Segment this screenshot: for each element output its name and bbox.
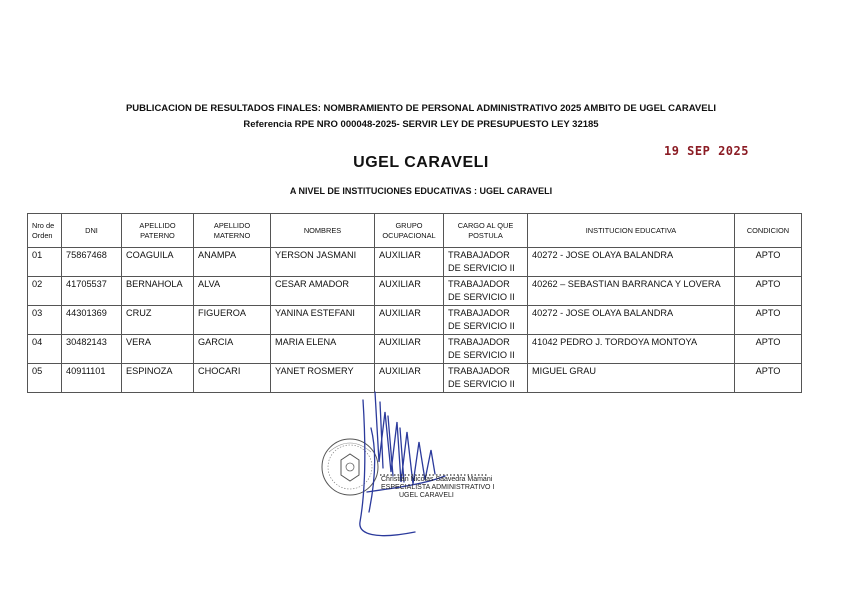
table-row <box>28 306 802 335</box>
cell-dni: 41705537 <box>62 277 122 306</box>
cell-apellido-paterno: VERA <box>122 335 194 364</box>
col-header-cargo: CARGO AL QUE POSTULA <box>444 214 528 248</box>
page-subtitle: A NIVEL DE INSTITUCIONES EDUCATIVAS : UGEL CARAVELI <box>289 186 553 196</box>
col-header-dni: DNI <box>62 214 122 248</box>
header-line-1: PUBLICACION DE RESULTADOS FINALES: NOMBRAMIENTO DE PERSONAL ADMINISTRATIVO 2025 AMBITO DE UGEL CARAVELI <box>125 103 717 114</box>
cell-condicion: APTO <box>735 306 802 335</box>
cell-dni: 44301369 <box>62 306 122 335</box>
cell-nombres: YANET ROSMERY <box>271 364 375 393</box>
cell-grupo: AUXILIAR <box>375 248 444 277</box>
cell-apellido-materno: CHOCARI <box>194 364 271 393</box>
cell-condicion: APTO <box>735 335 802 364</box>
cell-apellido-paterno: COAGUILA <box>122 248 194 277</box>
cell-nombres: CESAR AMADOR <box>271 277 375 306</box>
cell-nombres: YANINA ESTEFANI <box>271 306 375 335</box>
cell-apellido-materno: GARCIA <box>194 335 271 364</box>
cell-apellido-materno: FIGUEROA <box>194 306 271 335</box>
cell-dni: 30482143 <box>62 335 122 364</box>
cell-nombres: MARIA ELENA <box>271 335 375 364</box>
cell-dni: 75867468 <box>62 248 122 277</box>
cell-orden: 04 <box>28 335 62 364</box>
cell-dni: 40911101 <box>62 364 122 393</box>
cell-nombres: YERSON JASMANI <box>271 248 375 277</box>
table-row <box>28 335 802 364</box>
cell-institucion: MIGUEL GRAU <box>528 364 735 393</box>
cell-grupo: AUXILIAR <box>375 364 444 393</box>
handwritten-signature-icon <box>360 392 445 536</box>
signatory-org: UGEL CARAVELI <box>399 492 454 499</box>
header-line-2: Referencia RPE NRO 000048-2025- SERVIR LEY DE PRESUPUESTO LEY 32185 <box>243 119 599 130</box>
signatory-block <box>381 476 494 500</box>
cell-cargo: TRABAJADOR DE SERVICIO II <box>444 277 528 306</box>
cell-grupo: AUXILIAR <box>375 335 444 364</box>
col-header-orden: Nro de Orden <box>28 214 62 248</box>
cell-orden: 05 <box>28 364 62 393</box>
cell-grupo: AUXILIAR <box>375 277 444 306</box>
col-header-apellido-paterno: APELLIDO PATERNO <box>122 214 194 248</box>
cell-cargo: TRABAJADOR DE SERVICIO II <box>444 335 528 364</box>
cell-apellido-materno: ALVA <box>194 277 271 306</box>
cell-apellido-materno: ANAMPA <box>194 248 271 277</box>
table-row <box>28 277 802 306</box>
cell-cargo: TRABAJADOR DE SERVICIO II <box>444 306 528 335</box>
cell-institucion: 41042 PEDRO J. TORDOYA MONTOYA <box>528 335 735 364</box>
table-header-row <box>28 214 802 248</box>
cell-apellido-paterno: BERNAHOLA <box>122 277 194 306</box>
date-stamp: 19 SEP 2025 <box>664 144 749 158</box>
col-header-nombres: NOMBRES <box>271 214 375 248</box>
seal-icon <box>322 439 378 495</box>
results-table <box>27 213 802 393</box>
cell-institucion: 40262 – SEBASTIAN BARRANCA Y LOVERA <box>528 277 735 306</box>
col-header-grupo: GRUPO OCUPACIONAL <box>375 214 444 248</box>
signature-stamp <box>305 372 535 544</box>
cell-grupo: AUXILIAR <box>375 306 444 335</box>
cell-orden: 01 <box>28 248 62 277</box>
col-header-apellido-materno: APELLIDO MATERNO <box>194 214 271 248</box>
col-header-condicion: CONDICION <box>735 214 802 248</box>
cell-institucion: 40272 - JOSE OLAYA BALANDRA <box>528 248 735 277</box>
cell-cargo: TRABAJADOR DE SERVICIO II <box>444 364 528 393</box>
cell-condicion: APTO <box>735 277 802 306</box>
page-title: UGEL CARAVELI <box>353 154 489 171</box>
col-header-institucion: INSTITUCION EDUCATIVA <box>528 214 735 248</box>
cell-condicion: APTO <box>735 364 802 393</box>
cell-orden: 03 <box>28 306 62 335</box>
signatory-name: Christian Nicolas Saavedra Mamani <box>381 476 493 483</box>
cell-condicion: APTO <box>735 248 802 277</box>
cell-apellido-paterno: CRUZ <box>122 306 194 335</box>
cell-cargo: TRABAJADOR DE SERVICIO II <box>444 248 528 277</box>
cell-institucion: 40272 - JOSE OLAYA BALANDRA <box>528 306 735 335</box>
cell-apellido-paterno: ESPINOZA <box>122 364 194 393</box>
signatory-role: ESPECIALISTA ADMINISTRATIVO I <box>381 484 495 491</box>
table-row <box>28 248 802 277</box>
cell-orden: 02 <box>28 277 62 306</box>
